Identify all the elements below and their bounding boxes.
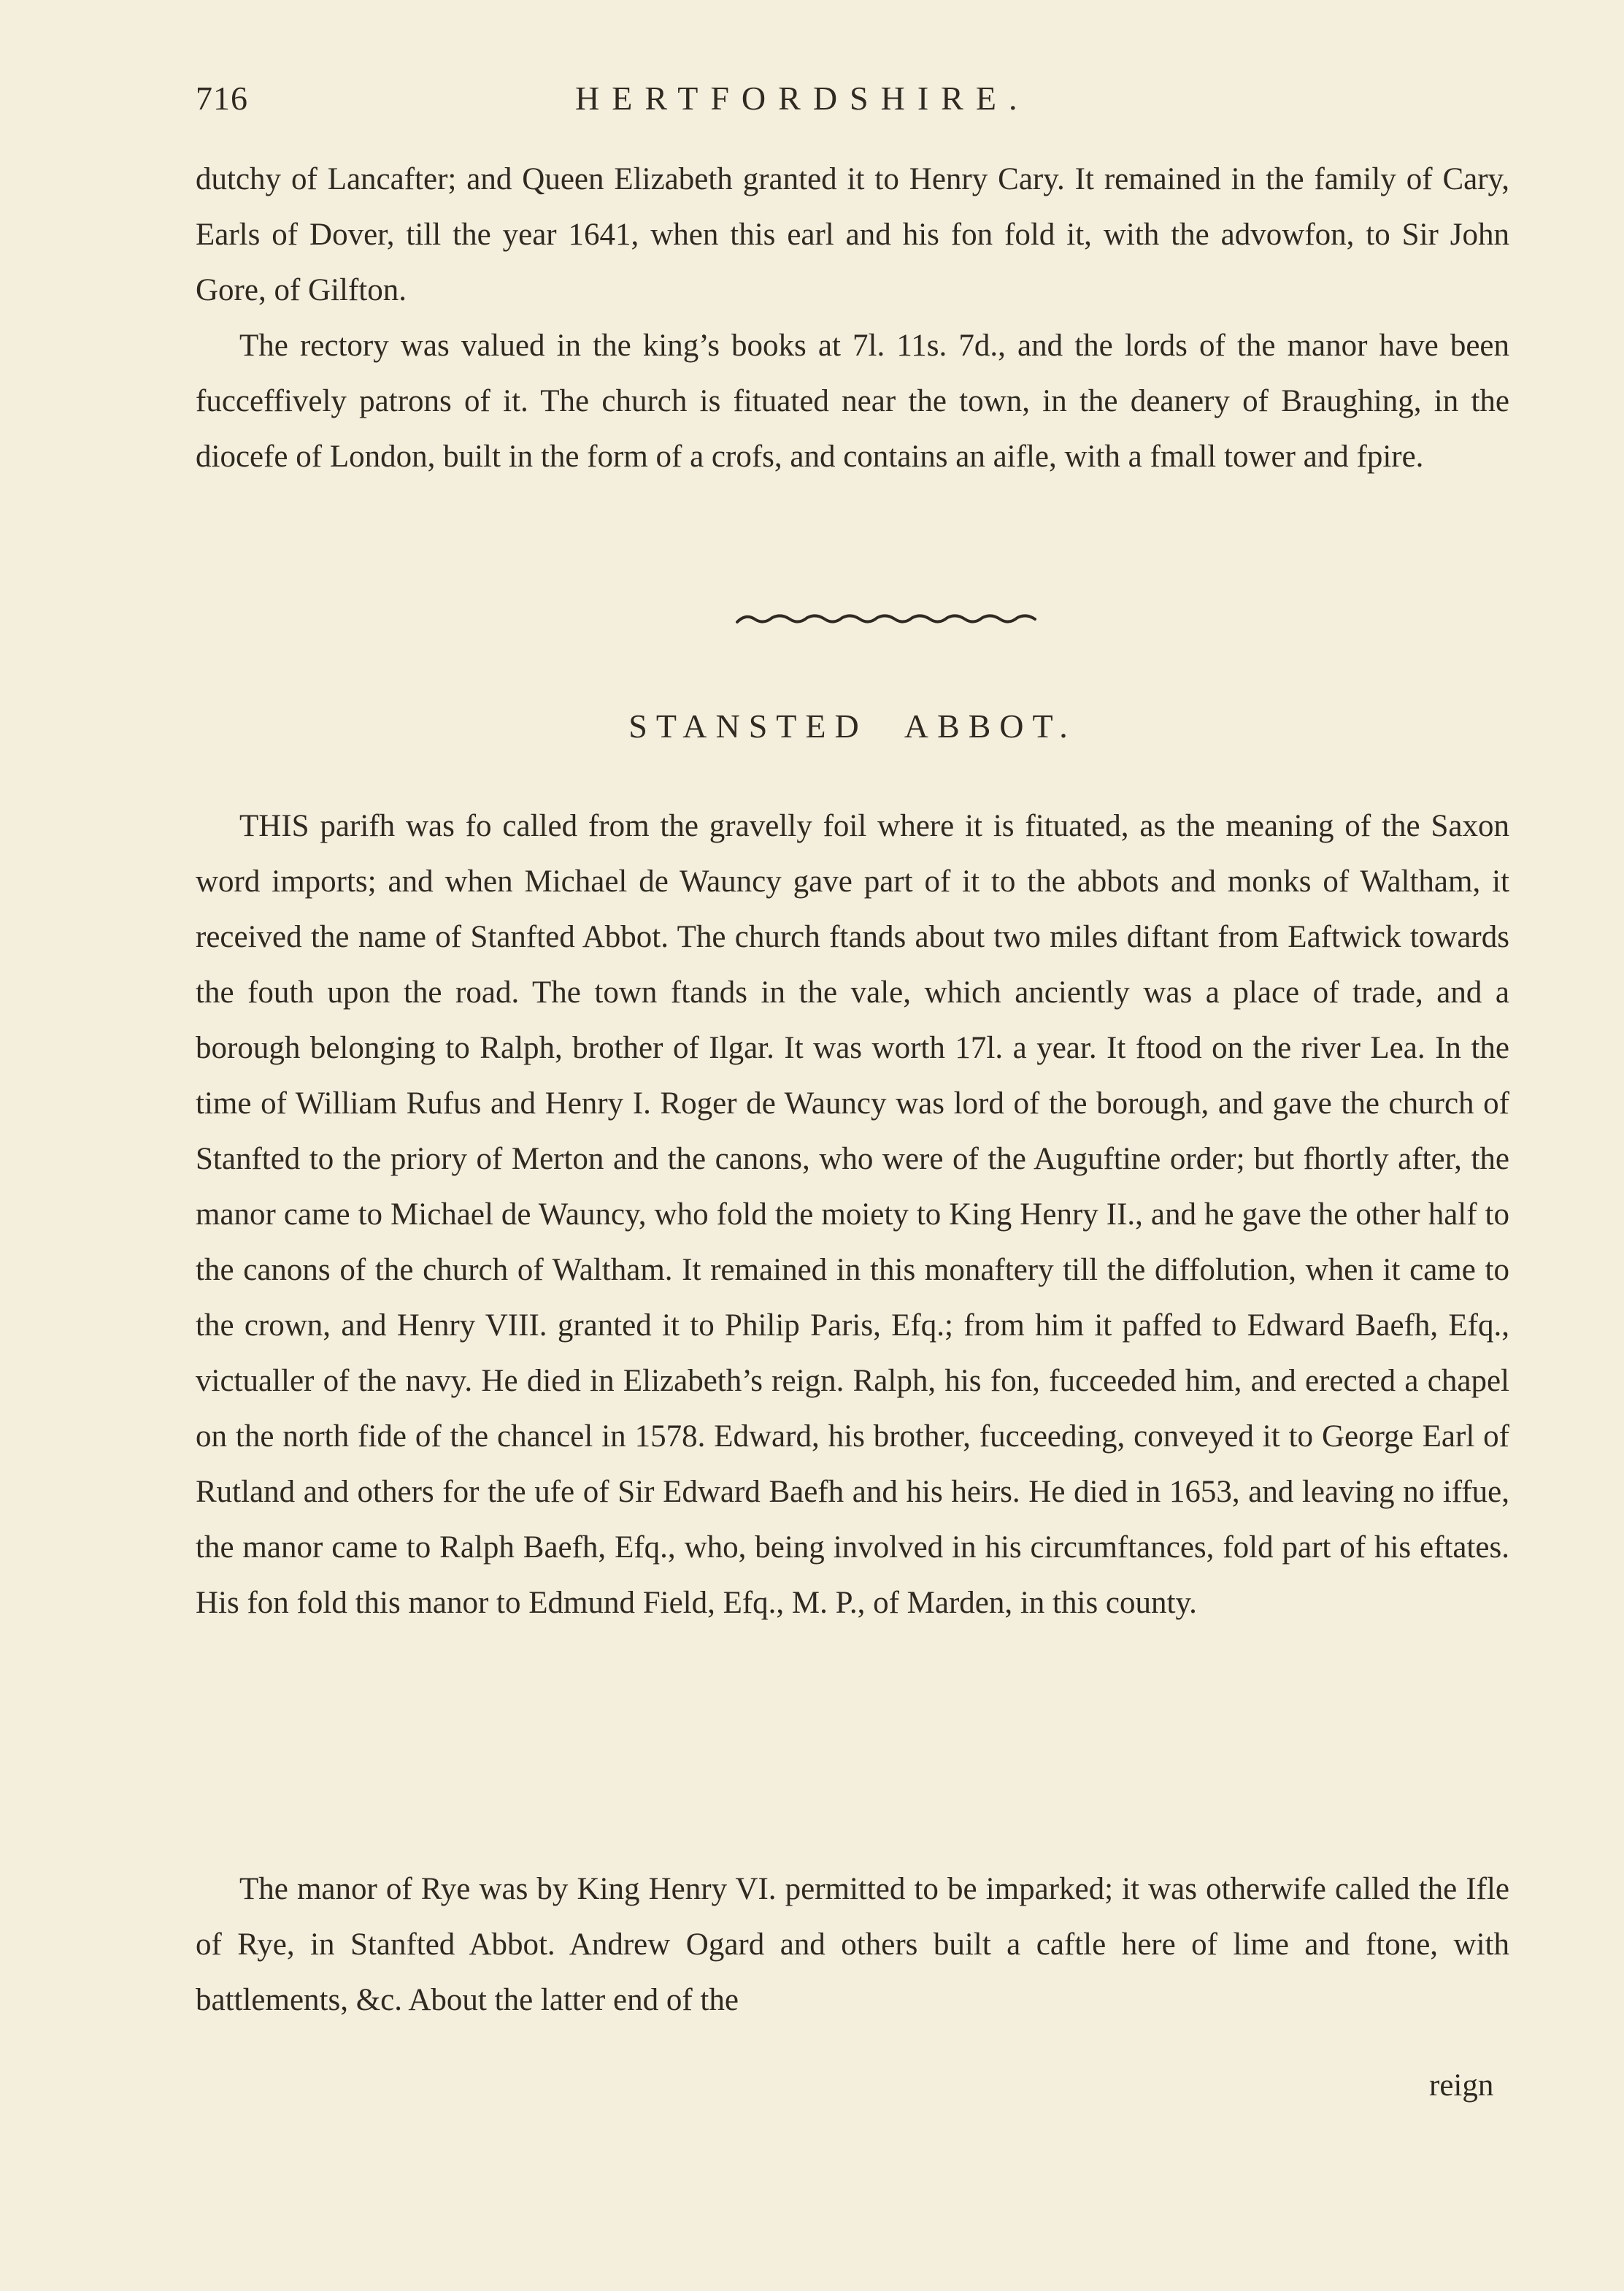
section-title-word: STANSTED: [628, 707, 868, 745]
paragraph: The rectory was valued in the king’s books at 7l. 11s. 7d., and the lords of the manor have been fucceffively patrons of it. The church is fituated near the town, in the deanery of Braughing, in the diocefe of London, built in the form of a crofs, and contains an aifle, with a fmall tower and fpire.: [196, 329, 1509, 474]
page-header: [196, 79, 1509, 123]
section-title: [196, 707, 1509, 745]
running-head: HERTFORDSHIRE.: [575, 80, 1030, 117]
paragraph: The manor of Rye was by King Henry VI. permitted to be imparked; it was otherwife called the Ifle of Rye, in Stanfted Abbot. Andrew Ogard and others built a caftle here of lime and ftone, with battlements, &c. About the latter end of the: [196, 1872, 1509, 2017]
catchword: reign: [1429, 2068, 1494, 2103]
page-number: 716: [196, 80, 248, 117]
paragraph: dutchy of Lancafter; and Queen Elizabeth granted it to Henry Cary. It remained in the family of Cary, Earls of Dover, till the year 1641, when this earl and his fon fold it, with the advowfon, to Sir John Gore, of Gilfton.: [196, 162, 1509, 307]
paragraph: THIS parifh was fo called from the gravelly foil where it is fituated, as the meaning of the Saxon word imports; and when Michael de Wauncy gave part of it to the abbots and monks of Waltham, it received the name of Stanfted Abbot. The church ftands about two miles diftant from Eaftwick towards the fouth upon the road. The town ftands in the vale, which anciently was a place of trade, and a borough belonging to Ralph, brother of Ilgar. It was worth 17l. a year. It ftood on the river Lea. In the time of William Rufus and Henry I. Roger de Wauncy was lord of the borough, and gave the church of Stanfted to the priory of Merton and the canons, who were of the Auguftine order; but fhortly after, the manor came to Michael de Wauncy, who fold the moiety to King Henry II., and he gave the other half to the canons of the church of Waltham. It remained in this monaftery till the diffolution, when it came to the crown, and Henry VIII. granted it to Philip Paris, Efq.; from him it paffed to Edward Baefh, Efq., victualler of the navy. He died in Elizabeth’s reign. Ralph, his fon, fucceeded him, and erected a chapel on the north fide of the chancel in 1578. Edward, his brother, fucceeding, conveyed it to George Earl of Rutland and others for the ufe of Sir Edward Baefh and his heirs. He died in 1653, and leaving no iffue, the manor came to Ralph Baefh, Efq., who, being involved in his circumftances, fold part of his eftates. His fon fold this manor to Edmund Field, Efq., M. P., of Marden, in this county.: [196, 809, 1509, 1620]
section-title-word: ABBOT.: [904, 707, 1077, 745]
ornament-divider: [736, 610, 1042, 628]
